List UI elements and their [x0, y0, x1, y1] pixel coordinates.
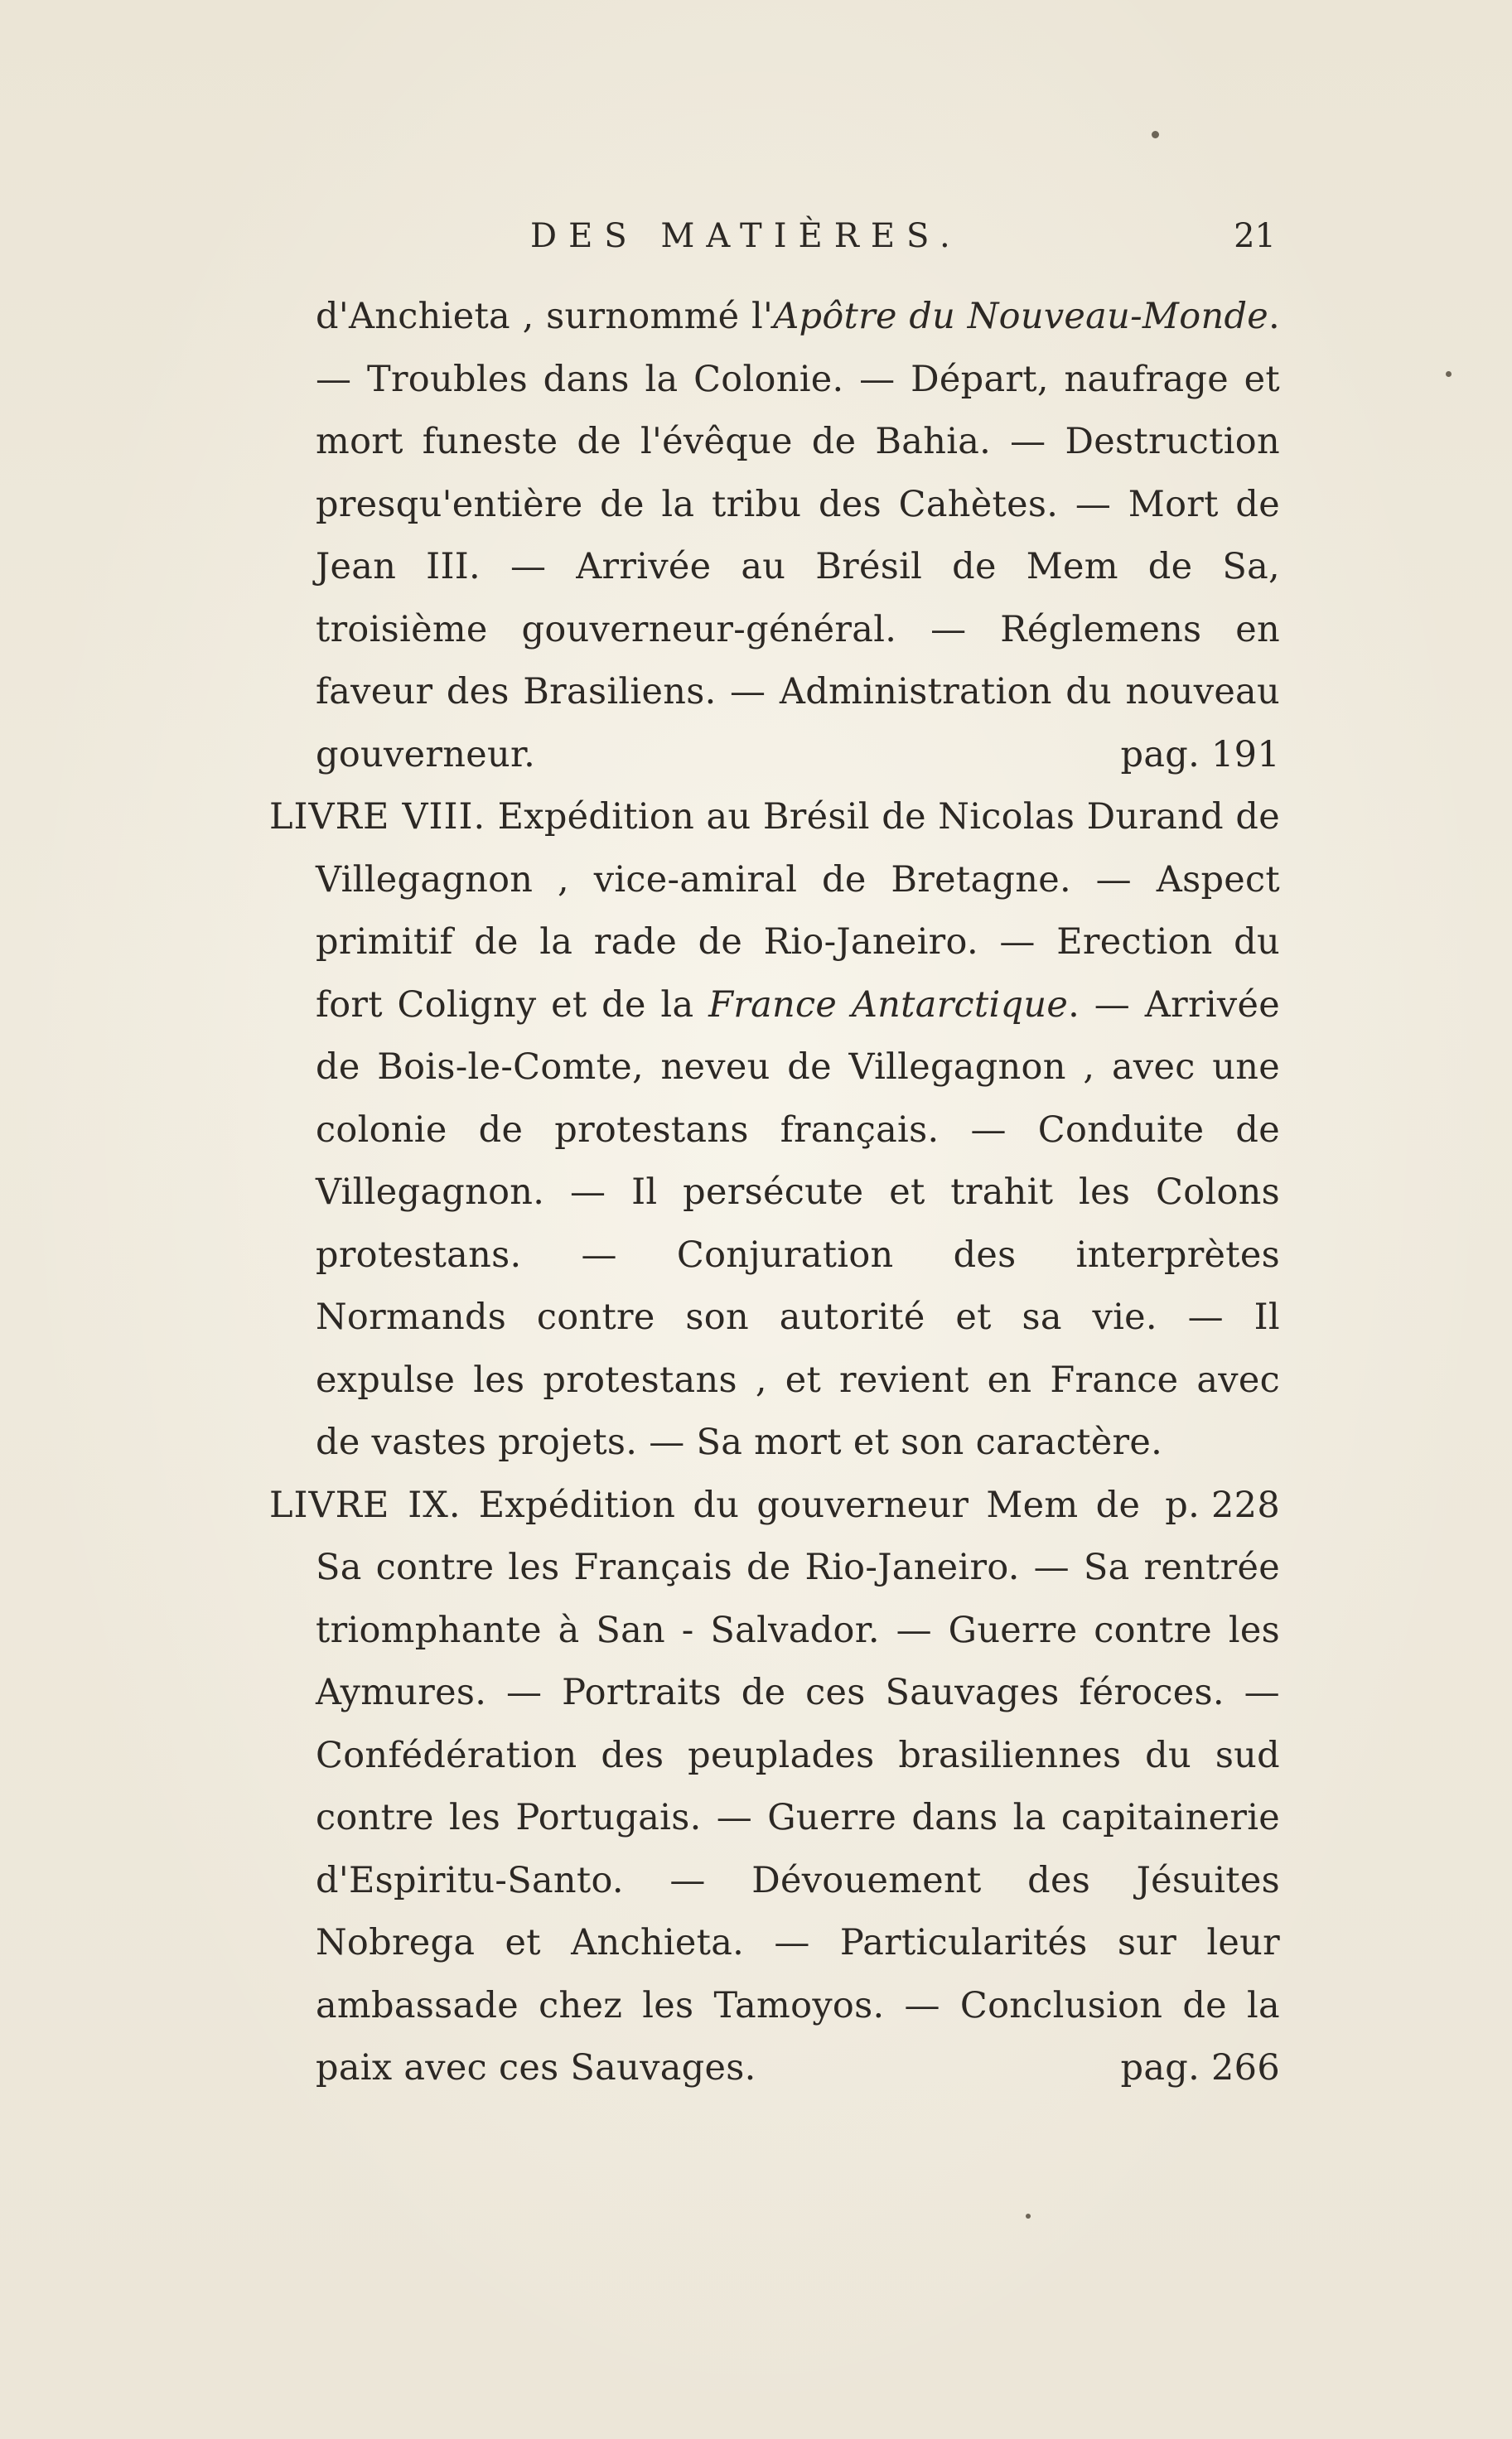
toc-entry-livre-vii-continued: [269, 286, 1280, 786]
paper-speck: [1152, 131, 1159, 138]
page-reference: pag. 191: [1120, 733, 1280, 775]
entry-italic-title: Apôtre du Nouveau-Monde: [773, 296, 1269, 337]
entry-text: . — Troubles dans la Colonie. — Départ, naufrage et mort funeste de l'évêque de Bahia. — Destruction presqu'entière de la tribu des Cahètes. — Mort de Jean III. — Arrivée au Brésil de Mem de Sa, troisième gouverneur-général. — Réglemens en faveur des Brasiliens. — Administration du nouveau gouverneur.: [316, 296, 1280, 775]
page-reference: pag. 266: [1120, 2047, 1280, 2089]
toc-entry-livre-ix: [269, 1475, 1280, 2100]
livre-heading: LIVRE VIII.: [269, 796, 486, 838]
paper-speck: [1446, 371, 1452, 377]
page-reference: p. 228: [1165, 1484, 1280, 1526]
livre-heading: LIVRE IX.: [269, 1484, 461, 1526]
running-header: [282, 217, 1276, 270]
page-number: 21: [1234, 217, 1276, 255]
paper-speck: [1026, 2214, 1031, 2219]
entry-text: d'Anchieta , surnommé l': [316, 296, 774, 337]
table-of-contents: [269, 286, 1280, 2100]
entry-italic-title: France Antarctique: [708, 983, 1069, 1026]
entry-text: . — Arrivée de Bois-le-Comte, neveu de Villegagnon , avec une colonie de protestans français. — Conduite de Villegagnon. — Il persécute et trahit les Colons protestans. — Conjuration des interprètes Normands contre son autorité et sa vie. — Il expulse les protestans , et revient en France avec de vastes projets. — Sa mort et son caractère.: [316, 983, 1280, 1463]
entry-text: Expédition au Brésil de Nicolas Durand de Villegagnon , vice-amiral de Bretagne. — Aspect primitif de la rade de Rio-Janeiro. — Erection du fort Coligny et de la: [316, 796, 1280, 1026]
entry-text: Expédition du gouverneur Mem de Sa contre les Français de Rio-Janeiro. — Sa rentrée triomphante à San - Salvador. — Guerre contre les Aymures. — Portraits de ces Sauvages féroces. — Confédération des peuplades brasiliennes du sud contre les Portugais. — Guerre dans la capitainerie d'Espiritu-Santo. — Dévouement des Jésuites Nobrega et Anchieta. — Particularités sur leur ambassade chez les Tamoyos. — Conclusion de la paix avec ces Sauvages.: [316, 1484, 1280, 2089]
running-title: DES MATIÈRES.: [530, 217, 962, 255]
